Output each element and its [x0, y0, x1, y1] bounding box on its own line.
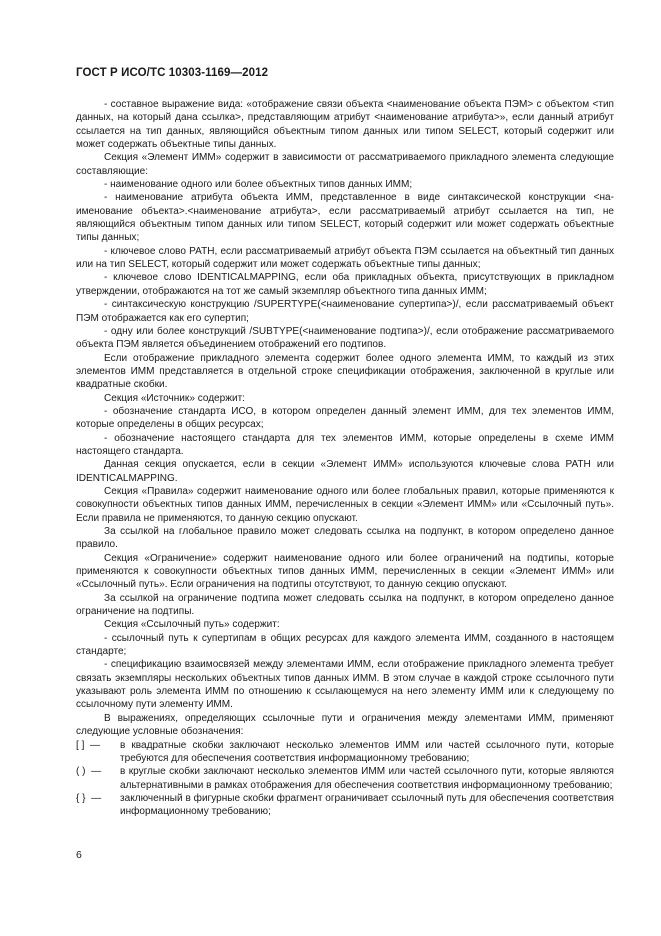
paragraph: За ссылкой на ограничение подтипа может следовать ссылка на подпункт, в котором определено данное ограничение на подтипы.: [76, 592, 614, 618]
paragraph: - составное выражение вида: «отображение связи объекта <наименование объекта ПЭМ> с объектом <тип данных, на который дана ссылка>, представляющим атрибут <наименование атрибута>», если данный атрибут ссылается на тип данных, являющийся объектным типом данных или типом SELECT, который содержит или может содержать объектные типы данных.: [76, 99, 614, 151]
notation-symbol: ( ) —: [76, 766, 102, 778]
paragraph: Секция «Ограничение» содержит наименование одного или более ограничений на подтипы, которые применяются к совокупности объектных типов данных ИММ, перечисленных в секции «Элемент ИММ» или «Ссылочный путь». Если ограничения на подтипы отсутствуют, то данную секцию опускают.: [76, 552, 614, 591]
list-item: - обозначение настоящего стандарта для тех элементов ИММ, которые определены в схеме ИММ настоящего стандарта.: [76, 432, 614, 457]
paragraph: Секция «Правила» содержит наименование одного или более глобальных правил, которые применяются к совокупности объектных типов данных ИММ, перечисленных в секции «Элемент ИММ» или «Ссылочный путь». Если правила не применяются, то данную секцию опускают.: [76, 485, 614, 524]
list-item: - наименование одного или более объектных типов данных ИММ;: [104, 179, 413, 191]
notation-list: [76, 739, 614, 819]
notation-item: [76, 765, 614, 792]
list-item: - синтаксическую конструкцию /SUPERTYPE(<наименование супертипа>)/, если рассматриваемый объект ПЭМ отображается как его супертип;: [76, 299, 614, 324]
notation-item: [76, 739, 614, 766]
list-item: - одну или более конструкций /SUBTYPE(<наименование подтипа>)/, если отображение рассматриваемого объекта ПЭМ является объединением отображений его подтипов.: [76, 325, 614, 351]
paragraph: Секция «Элемент ИММ» содержит в зависимости от рассматриваемого прикладного элемента следующие составляющие:: [76, 152, 614, 177]
notation-text: в квадратные скобки заключают несколько элементов ИММ или частей ссылочного пути, которые требуются для обеспечения соответствия информационному требованию;: [120, 739, 614, 764]
paragraph: Данная секция опускается, если в секции «Элемент ИММ» используются ключевые слова PATH или IDENTICALMAPPING.: [76, 459, 614, 484]
page-number: 6: [76, 849, 82, 861]
list-item: - спецификацию взаимосвязей между элементами ИММ, если отображение прикладного элемента требует связать экземпляры нескольких объектных типов данных ИММ. В этом случае в каждой строке ссылочного пути указывают роль элемента ИММ по отношению к ссылающемуся на него элементу ИММ или к следующему по ссылочному пути элементу ИММ.: [76, 659, 614, 711]
paragraph: Если отображение прикладного элемента содержит более одного элемента ИММ, то каждый из этих элементов ИММ представляется в отдельной строке спецификации отображения, заключенной в круглые или квадратные скобки.: [76, 352, 614, 391]
paragraph: За ссылкой на глобальное правило может следовать ссылка на подпункт, в котором определено данное правило.: [76, 526, 614, 551]
body-text: [76, 98, 614, 819]
page-header: ГОСТ Р ИСО/ТС 10303-1169—2012: [76, 67, 269, 79]
list-item: - ключевое слово IDENTICALMAPPING, если оба прикладных объекта, присутствующих в прикладном утверждении, отображаются на тот же самый экземпляр объектного типа данных ИММ;: [76, 272, 614, 297]
notation-item: [76, 792, 614, 819]
list-item: - ключевое слово PATH, если рассматриваемый атрибут объекта ПЭМ ссылается на объектный тип данных или на тип SELECT, который содержит или может содержать объектные типы данных;: [76, 245, 614, 271]
notation-symbol: { } —: [76, 792, 102, 804]
list-item: - обозначение стандарта ИСО, в котором определен данный элемент ИММ, для тех элементов ИММ, которые определены в общих ресурсах;: [76, 405, 614, 431]
notation-symbol: [ ] —: [76, 739, 101, 751]
list-item: - ссылочный путь к супертипам в общих ресурсах для каждого элемента ИММ, созданного в настоящем стандарте;: [76, 632, 614, 658]
paragraph: Секция «Источник» содержит:: [104, 392, 245, 404]
notation-text: в круглые скобки заключают несколько элементов ИММ или частей ссылочного пути, которые являются альтернативными в рамках отображения для обеспечения соответствия информационному требованию;: [120, 766, 614, 791]
paragraph: В выражениях, определяющих ссылочные пути и ограничения между элементами ИММ, применяют следующие условные обозначения:: [76, 712, 614, 738]
list-item: - наименование атрибута объекта ИММ, представленное в виде синтаксической конструкции <наименование объекта>.<наименование атрибута>, если рассматриваемый атрибут ссылается на тип, не являющийся объектным типом данных или типом SELECT, который содержит или может содержать объектные типы данных;: [76, 192, 614, 244]
notation-text: заключенный в фигурные скобки фрагмент ограничивает ссылочный путь для обеспечения соответствия информационному требованию;: [120, 792, 614, 818]
paragraph: Секция «Ссылочный путь» содержит:: [104, 619, 280, 631]
